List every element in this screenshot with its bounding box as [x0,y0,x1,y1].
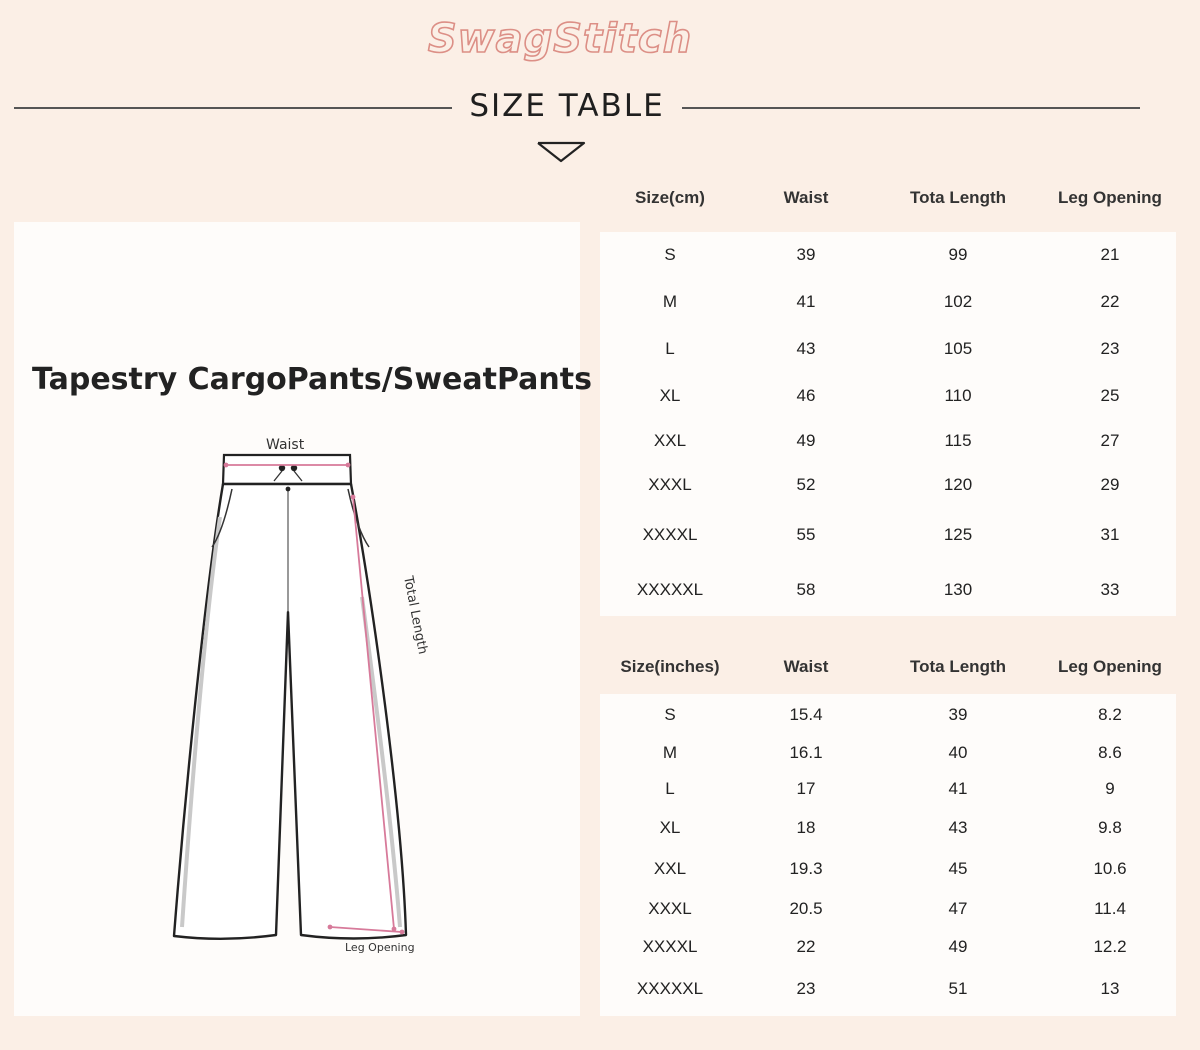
table-row [600,475,1176,495]
cell-size: M [662,743,678,762]
cell-length: 51 [948,979,968,998]
cell-length: 43 [948,818,968,837]
cm-table-header [600,188,1176,208]
table-row [600,779,1176,799]
cell-size: XL [659,386,681,405]
cell-waist: 22 [796,937,816,956]
header-divider-left [14,107,452,109]
cell-waist: 41 [796,292,816,311]
cell-size: M [662,292,678,311]
cell-size: XXXL [648,475,692,494]
header-divider-right [682,107,1140,109]
cell-leg-opening: 25 [1100,386,1120,405]
cell-length: 110 [944,386,972,405]
product-title: Tapestry CargoPants/SweatPants [32,362,592,397]
cell-leg-opening: 8.6 [1098,743,1122,762]
cell-length: 47 [948,899,968,918]
table-row [600,818,1176,838]
cell-length: 49 [948,937,968,956]
cm-header-length: Tota Length [910,188,1006,207]
cell-waist: 55 [796,525,816,544]
table-row [600,431,1176,451]
cell-waist: 16.1 [789,743,823,762]
cell-size: XXL [653,859,687,878]
cell-leg-opening: 9 [1105,779,1115,798]
cell-leg-opening: 31 [1100,525,1120,544]
table-row [600,580,1176,600]
cm-header-waist: Waist [783,188,829,207]
brand-logo: SwagStitch [427,16,693,62]
cell-size: S [664,245,676,264]
table-row [600,705,1176,725]
size-table-title: SIZE TABLE [469,88,665,124]
chevron-down-icon [536,140,586,164]
table-row [600,292,1176,312]
cell-waist: 43 [796,339,816,358]
cell-leg-opening: 33 [1100,580,1120,599]
cell-waist: 20.5 [789,899,823,918]
cell-size: XL [659,818,681,837]
cell-leg-opening: 21 [1100,245,1120,264]
cell-waist: 39 [796,245,816,264]
inch-header-length: Tota Length [910,657,1006,676]
product-panel [14,222,592,1016]
table-row [600,525,1176,545]
cell-length: 45 [948,859,968,878]
cell-leg-opening: 22 [1100,292,1120,311]
cell-leg-opening: 10.6 [1093,859,1127,878]
cell-leg-opening: 8.2 [1098,705,1122,724]
table-row [600,743,1176,763]
cell-leg-opening: 29 [1100,475,1120,494]
table-row [600,245,1176,265]
cell-size: XXXXXL [636,580,704,599]
inch-header-size: Size(inches) [620,657,720,676]
cell-length: 125 [943,525,973,544]
cell-size: XXXXL [642,525,698,544]
table-row [600,937,1176,957]
inch-header-waist: Waist [783,657,829,676]
cell-waist: 19.3 [789,859,823,878]
cell-length: 99 [948,245,968,264]
cell-waist: 17 [796,779,816,798]
table-row [600,859,1176,879]
table-row [600,339,1176,359]
cell-waist: 49 [796,431,816,450]
cell-length: 115 [944,431,972,450]
inch-table-header [600,657,1176,677]
cell-leg-opening: 23 [1100,339,1120,358]
cell-leg-opening: 27 [1100,431,1120,450]
cell-waist: 15.4 [789,705,823,724]
cell-size: S [664,705,676,724]
cell-waist: 18 [796,818,816,837]
waist-label: Waist [266,437,305,453]
cell-length: 120 [943,475,973,494]
inch-size-table [600,694,1176,1016]
cm-header-leg-opening: Leg Opening [1058,188,1162,207]
cm-size-table [600,232,1176,616]
cm-header-size: Size(cm) [635,188,705,207]
cell-leg-opening: 13 [1100,979,1120,998]
cell-leg-opening: 12.2 [1093,937,1127,956]
leg-opening-label: Leg Opening [345,941,415,954]
cell-length: 102 [943,292,973,311]
cell-leg-opening: 11.4 [1094,899,1126,918]
cell-length: 41 [948,779,968,798]
cell-size: XXXL [648,899,692,918]
table-row [600,979,1176,999]
cell-waist: 58 [796,580,816,599]
cell-size: L [665,779,675,798]
cell-leg-opening: 9.8 [1098,818,1122,837]
cell-waist: 52 [796,475,816,494]
table-row [600,899,1176,919]
cell-length: 40 [948,743,968,762]
cell-waist: 46 [796,386,816,405]
inch-header-leg-opening: Leg Opening [1058,657,1162,676]
cell-size: L [665,339,675,358]
table-row [600,386,1176,406]
cell-size: XXL [653,431,687,450]
pants-diagram [164,427,444,967]
cell-size: XXXXXL [636,979,704,998]
length-label: Total Length [400,574,430,656]
cell-size: XXXXL [642,937,698,956]
cell-length: 39 [948,705,968,724]
cell-length: 130 [943,580,973,599]
cell-waist: 23 [796,979,816,998]
cell-length: 105 [943,339,973,358]
